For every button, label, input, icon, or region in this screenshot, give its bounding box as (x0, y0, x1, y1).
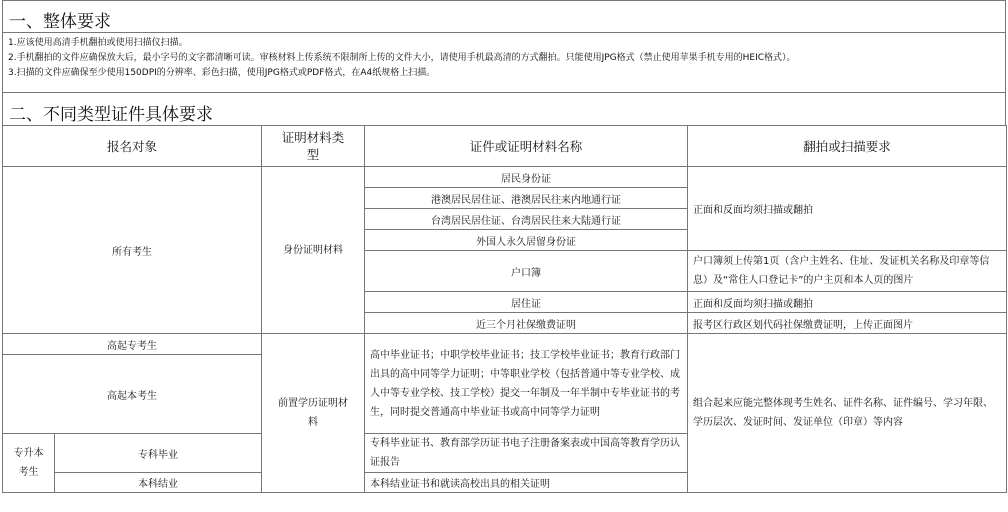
bachelor-cert-cell: 本科结业 (55, 473, 262, 493)
junior-college-grad-cell: 专科毕业 (55, 434, 262, 473)
doc-hk-macau: 港澳居民居住证、港澳居民往来内地通行证 (365, 188, 688, 209)
doc-hukou: 户口簿 (365, 251, 688, 292)
section-1-title: 一、整体要求 (2, 0, 1006, 32)
table-row (3, 334, 1007, 355)
all-candidates-cell: 所有考生 (3, 167, 262, 334)
table-row (3, 167, 1007, 188)
doc-residence-permit: 居住证 (365, 292, 688, 313)
req-front-back: 正面和反面均须扫描或翻拍 (688, 167, 1007, 251)
general-notes (2, 32, 1006, 92)
note-item: 1.应该使用高清手机翻拍或使用扫描仪扫描。 (8, 38, 188, 48)
header-material-name: 证件或证明材料名称 (365, 126, 688, 167)
doc-foreign-pr: 外国人永久居留身份证 (365, 230, 688, 251)
header-applicant: 报名对象 (3, 126, 262, 167)
requirements-document (2, 0, 1006, 493)
education-type-cell: 前置学历证明材料 (262, 334, 365, 493)
section-2-title: 二、不同类型证件具体要求 (2, 92, 1006, 125)
note-item: 3.扫描的文件应确保至少使用150DPI的分辨率、彩色扫描，使用JPG格式或PDF格式，在A4纸规格上扫描。 (8, 68, 436, 78)
doc-taiwan: 台湾居民居住证、台湾居民往来大陆通行证 (365, 209, 688, 230)
header-requirement: 翻拍或扫描要求 (688, 126, 1007, 167)
header-material-type: 证明材料类型 (262, 126, 365, 167)
hs-to-bachelor-cell: 高起本考生 (3, 355, 262, 434)
table-header-row (3, 126, 1007, 167)
jc-to-bachelor-cell: 专升本考生 (3, 434, 55, 493)
note-item: 2.手机翻拍的文件应确保放大后，最小字号的文字都清晰可读。审核材料上传系统不限制所上传的文件大小，请使用手机最高清的方式翻拍。只能使用JPG格式（禁止使用苹果手机专用的HEIC格式）。 (8, 53, 796, 63)
req-education: 组合起来应能完整体现考生姓名、证件名称、证件编号、学习年限、学历层次、发证时间、发证单位（印章）等内容 (688, 334, 1007, 493)
hs-to-junior-college-cell: 高起专考生 (3, 334, 262, 355)
doc-resident-id: 居民身份证 (365, 167, 688, 188)
doc-social-security: 近三个月社保缴费证明 (365, 313, 688, 334)
doc-college: 专科毕业证书、教育部学历证书电子注册备案表或中国高等教育学历认证报告 (365, 434, 688, 473)
doc-highschool: 高中毕业证书；中职学校毕业证书；技工学校毕业证书；教育行政部门出具的高中同等学力证明；中等职业学校（包括普通中等专业学校、成人中等专业学校、技工学校）提交一年制及一年半制中专毕业证书的考生，同时提交普通高中毕业证书或高中同等学力证明 (365, 334, 688, 434)
req-residence-permit: 正面和反面均须扫描或翻拍 (688, 292, 1007, 313)
identity-type-cell: 身份证明材料 (262, 167, 365, 334)
doc-bachelor-cert: 本科结业证书和就读高校出具的相关证明 (365, 473, 688, 493)
req-hukou: 户口簿须上传第1页（含户主姓名、住址、发证机关名称及印章等信息）及“常住人口登记卡”的户主页和本人页的图片 (688, 251, 1007, 292)
req-social-security: 报考区行政区划代码社保缴费证明，上传正面图片 (688, 313, 1007, 334)
requirements-table (2, 125, 1007, 493)
